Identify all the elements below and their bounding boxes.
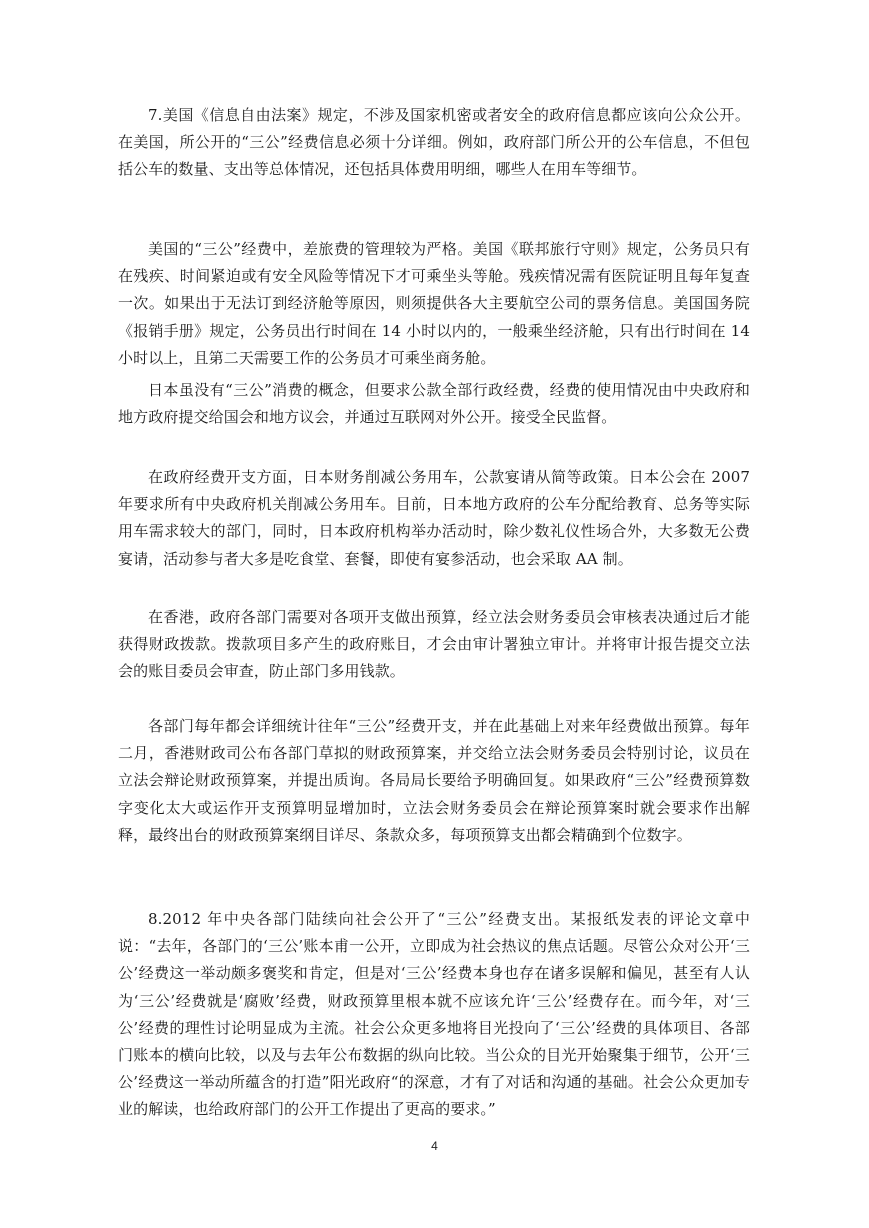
page-number: 4 — [431, 1139, 438, 1153]
paragraph-japan-disclosure: 日本虽没有“三公”消费的概念，但要求公款全部行政经费，经费的使用情况由中央政府和地方政府提交给国会和地方议会，并通过互联网对外公开。接受全民监督。 — [118, 381, 750, 427]
paragraph-hongkong-legco: 各部门每年都会详细统计往年“三公”经费开支，并在此基础上对来年经费做出预算。每年二月，香港财政司公布各部门草拟的财政预算案，并交给立法会财务委员会特别讨论，议员在立法会辩论财政预算案，并提出质询。各局局长要给予明确回复。如果政府“三公”经费预算数字变化太大或运作开支预算明显增加时，立法会财务委员会在辩论预算案时就会要求作出解释，最终出台的财政预算案纲目详尽、条款众多，每项预算支出都会精确到个位数字。 — [118, 717, 750, 844]
paragraph-japan-vehicles: 在政府经费开支方面，日本财务削减公务用车，公款宴请从简等政策。日本公会在 2007 年要求所有中央政府机关削减公务用车。目前，日本地方政府的公车分配给教育、总务等实际用车需求较大的部门，同时，日本政府机构举办活动时，除少数礼仪性场合外，大多数无公费宴请，活动参与者大多是吃食堂、套餐，即使有宴参活动，也会采取 AA 制。 — [118, 468, 750, 568]
paragraph-hongkong-budget: 在香港，政府各部门需要对各项开支做出预算，经立法会财务委员会审核表决通过后才能获得财政拨款。拨款项目多产生的政府账目，才会由审计署独立审计。并将审计报告提交立法会的账目委员会审查，防止部门多用钱款。 — [118, 608, 750, 681]
paragraph-us-foia: 7.美国《信息自由法案》规定，不涉及国家机密或者安全的政府信息都应该向公众公开。在美国，所公开的“三公”经费信息必须十分详细。例如，政府部门所公开的公车信息，不但包括公车的数量、支出等总体情况，还包括具体费用明细，哪些人在用车等细节。 — [118, 106, 750, 179]
paragraph-2012-commentary: 8.2012 年中央各部门陆续向社会公开了“三公”经费支出。某报纸发表的评论文章中说：“去年，各部门的‘三公’账本甫一公开，立即成为社会热议的焦点话题。尽管公众对公开‘三公’经费这一举动颇多褒奖和肯定，但是对‘三公’经费本身也存在诸多误解和偏见，甚至有人认为‘三公’经费就是‘腐败’经费，财政预算里根本就不应该允许‘三公’经费存在。而今年，对‘三公’经费的理性讨论明显成为主流。社会公众更多地将目光投向了‘三公’经费的具体项目、各部门账本的横向比较，以及与去年公布数据的纵向比较。当公众的目光开始聚集于细节，公开‘三公’经费这一举动所蕴含的打造”阳光政府“的深意，才有了对话和沟通的基础。社会公众更加专业的解读，也给政府部门的公开工作提出了更高的要求。” — [118, 910, 750, 1119]
paragraph-us-travel-expenses: 美国的“三公”经费中，差旅费的管理较为严格。美国《联邦旅行守则》规定，公务员只有在残疾、时间紧迫或有安全风险等情况下才可乘坐头等舱。残疾情况需有医院证明且每年复查一次。如果出于无法订到经济舱等原因，则须提供各大主要航空公司的票务信息。美国国务院《报销手册》规定，公务员出行时间在 14 小时以内的，一般乘坐经济舱，只有出行时间在 14 小时以上，且第二天需要工作的公务员才可乘坐商务舱。 — [118, 240, 750, 367]
